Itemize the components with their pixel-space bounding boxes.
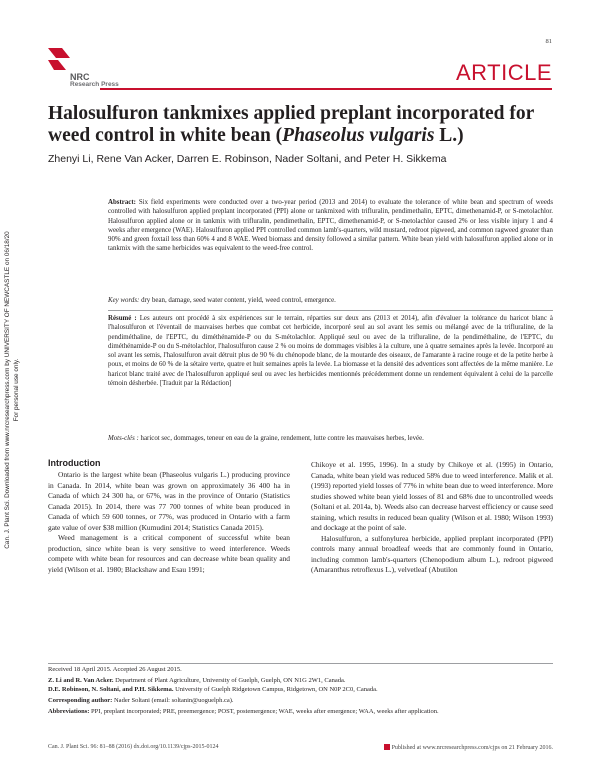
author-list: Zhenyi Li, Rene Van Acker, Darren E. Robinson, Nader Soltani, and Peter H. Sikkema bbox=[48, 153, 447, 165]
article-type-banner: ARTICLE bbox=[455, 60, 552, 85]
header-rule bbox=[100, 88, 552, 90]
body-column-left bbox=[48, 470, 290, 575]
citation: Can. J. Plant Sci. 96: 81–88 (2016) dx.doi.org/10.1139/cjps-2015-0124 bbox=[48, 744, 219, 750]
paragraph: Ontario is the largest white bean (Phaseolus vulgaris L.) producing province in Canada. In 2014, white bean was grown on approximately 36 400 ha in Canada of which 24 300 ha, or 67%, was in the province of Ontario (Statistics Canada 2015). In 2014, there was 77 700 tonnes of white bean produced in Canada of which 59 600 tonnes, or 77%, was produced in Ontario with a farm gate value of over $38 million (Kumudini 2014; Statistics Canada 2015). bbox=[48, 470, 290, 532]
received-dates: Received 18 April 2015. Accepted 26 August 2015. bbox=[48, 666, 182, 673]
download-notice: Can. J. Plant Sci. Downloaded from www.nrcresearchpress.com by UNIVERSITY OF NEWCASTLE on 06/18/20 For personal use only. bbox=[4, 231, 20, 549]
abbreviations: Abbreviations: PPI, preplant incorporated; PRE, preemergence; POST, postemergence; WAE, weeks after emergence; WAA, weeks after application. bbox=[48, 708, 439, 715]
section-heading-introduction: Introduction bbox=[48, 458, 101, 468]
keywords: Key words: dry bean, damage, seed water content, yield, weed control, emergence. bbox=[108, 297, 336, 304]
publisher-logo bbox=[48, 48, 138, 88]
abstract-divider bbox=[108, 310, 553, 311]
page-number: 81 bbox=[545, 38, 552, 45]
abstract: Abstract: Six field experiments were conducted over a two-year period (2013 and 2014) to evaluate the tolerance of white bean and spectrum of weeds controlled with halosulfuron applied preplant incorporated (PPI) alone or tankmixed with trifluralin, pendimethalin, EPTC, dimethenamid-P, or S-metolachlor. Halosulfuron applied alone or in tankmix with trifluralin, pendimethalin, EPTC, dimethenamid-P, or S-metolachlor caused 2% or less visible injury 1 and 4 weeks after emergence (WAE). Halosulfuron applied PPI controlled common lamb's-quarters, wild mustard, redroot pigweed, and common ragweed greater than 90% and green foxtail less than 60% 4 and 8 WAE. Weed biomass and density followed a similar pattern. White bean yield with halosulfuron applied alone or in tankmix with the same herbicides was equivalent to the weed-free control. bbox=[108, 199, 553, 253]
paragraph: Chikoye et al. 1995, 1996). In a study by Chikoye et al. (1995) in Ontario, Canada, white bean yield was reduced 58% due to weed interference. Malik et al. (1993) reported yield losses of 77% in white bean due to weed interference. More studies showed white bean yield losses of 81 and 68% due to uncontrolled weeds (Soltani et al. 2014a, b). Weeds also can decrease harvest efficiency or cause seed staining, which results in reduced bean quality (Wilson et al. 1980; Wilson 1993) and dockage at the point of sale. bbox=[311, 460, 553, 533]
mots-cles: Mots-clés : haricot sec, dommages, teneur en eau de la graine, rendement, lutte contre les mauvaises herbes, levée. bbox=[108, 435, 424, 442]
affiliation: D.E. Robinson, N. Soltani, and P.H. Sikkema. University of Guelph Ridgetown Campus, Ridgetown, ON N0P 2C0, Canada. bbox=[48, 686, 378, 693]
publisher-name: NRC Research Press bbox=[70, 72, 119, 88]
article-title: Halosulfuron tankmixes applied preplant incorporated for weed control in white bean (Phaseolus vulgaris L.) bbox=[48, 103, 534, 146]
footnote-divider bbox=[48, 663, 553, 664]
paragraph: Weed management is a critical component of successful white bean production, since white bean is very sensitive to weed interference. Weeds compete with white bean for resources and can decrease white bean quality and yield (Wilson et al. 1980; Blackshaw and Esau 1991; bbox=[48, 533, 290, 574]
page-footer bbox=[48, 744, 553, 750]
body-column-right bbox=[311, 460, 553, 576]
corresponding-author: Corresponding author: Nader Soltani (email: soltanin@uoguelph.ca). bbox=[48, 697, 234, 704]
publication-notice: Published at www.nrcresearchpress.com/cjps on 21 February 2016. bbox=[384, 744, 553, 751]
affiliation: Z. Li and R. Van Acker. Department of Plant Agriculture, University of Guelph, Guelph, ON N1G 2W1, Canada. bbox=[48, 677, 346, 684]
nrc-mark-icon bbox=[384, 744, 390, 750]
resume: Résumé : Les auteurs ont procédé à six expériences sur le terrain, réparties sur deux ans (2013 et 2014), afin d'évaluer la tolérance du haricot blanc à l'halosulfuron et l'éventail de mauvaises herbes que combat cet herbicide, incorporé seul au sol avant les semis ou mélangé avec de la trifluraline, de la pendiméthaline, de l'EPTC, du diméthénamide-P ou du S-métolachlor. Appliqué seul ou avec de la trifluraline, de la pendiméthaline, de l'EPTC, du diméthénamide-P ou du S-métolachlor, l'halosulfuron cause 2 % ou moins de dommages visibles à la culture, une à quatre semaines après la levée. Incorporé au sol avant les semis, l'halosulfuron avait détruit plus de 90 % du chénopode blanc, de la moutarde des oiseaux, de l'amarante à racine rouge et de la petite herbe à poux, et moins de 60 % de la sétaire verte, quatre et huit semaines après la levée. La biomasse et la densité des adventices sont affectées de la même manière. Le haricot blanc traité avec de l'halosulfuron appliqué seul ou avec les herbicides mentionnés précédemment donne un rendement équivalent à celui de la parcelle témoin désherbée. [Traduit par la Rédaction] bbox=[108, 315, 553, 388]
footnotes bbox=[48, 665, 553, 716]
nrc-logo-icon bbox=[48, 48, 70, 78]
paragraph: Halosulfuron, a sulfonylurea herbicide, applied preplant incorporated (PPI) controls many annual broadleaf weeds that are commonly found in Ontario, including common lamb's-quarters (Chenopodium album L.), redroot pigweed (Amaranthus retroflexus L.), velvetleaf (Abutilon bbox=[311, 533, 553, 575]
